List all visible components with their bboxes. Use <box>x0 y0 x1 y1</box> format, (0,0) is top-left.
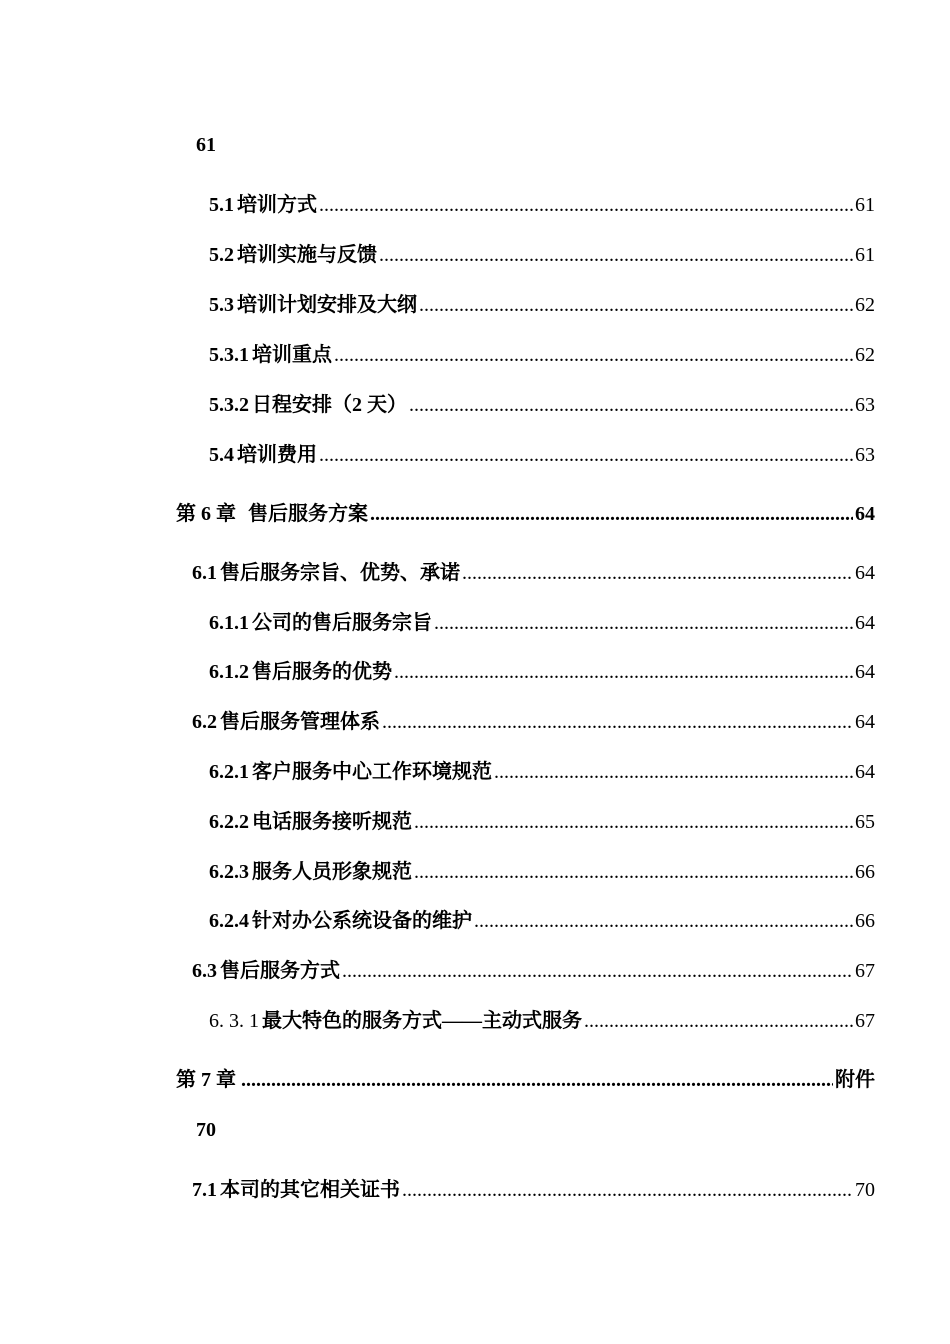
toc-entry-number: 5.3.2 <box>209 394 249 416</box>
toc-entry-page: 63 <box>855 444 875 466</box>
toc-entry-page: 64 <box>855 711 875 733</box>
toc-entry-5-3-2[interactable] <box>209 392 875 418</box>
toc-chapter-label: 售后服务方案 <box>248 503 368 525</box>
toc-entry-number: 6.2.1 <box>209 761 249 783</box>
toc-entry-number: 6.2 <box>192 711 217 733</box>
toc-chapter-page: 附件 <box>835 1069 875 1091</box>
toc-entry-label: 培训实施与反馈 <box>237 244 377 266</box>
toc-leader-dots <box>370 501 853 527</box>
toc-entry-number: 5.1 <box>209 194 234 216</box>
toc-entry-label: 日程安排（2 天） <box>252 394 407 416</box>
toc-entry-number: 6.3 <box>192 960 217 982</box>
toc-entry-5-3-1[interactable] <box>209 342 875 368</box>
toc-entry-page: 66 <box>855 861 875 883</box>
toc-entry-number: 5.2 <box>209 244 234 266</box>
toc-entry-page: 61 <box>855 244 875 266</box>
toc-entry-label: 售后服务宗旨、优势、承诺 <box>220 562 460 584</box>
toc-entry-6-1-1[interactable] <box>209 610 875 636</box>
toc-entry-6-2-4[interactable] <box>209 908 875 934</box>
toc-entry-page: 67 <box>855 960 875 982</box>
toc-leader-dots <box>379 242 853 268</box>
toc-entry-page: 62 <box>855 344 875 366</box>
toc-leader-dots <box>342 958 853 984</box>
toc-entry-label: 培训方式 <box>237 194 317 216</box>
toc-entry-page: 64 <box>855 612 875 634</box>
toc-entry-page: 64 <box>855 761 875 783</box>
toc-entry-page: 70 <box>855 1179 875 1201</box>
toc-continuation-page: 61 <box>196 134 216 156</box>
toc-entry-number: 6.1 <box>192 562 217 584</box>
toc-leader-dots <box>409 392 853 418</box>
toc-entry-page: 66 <box>855 910 875 932</box>
toc-entry-5-3[interactable] <box>209 292 875 318</box>
toc-entry-5-4[interactable] <box>209 442 875 468</box>
toc-continuation-page: 70 <box>196 1119 216 1141</box>
toc-entry-number: 6.2.3 <box>209 861 249 883</box>
toc-entry-page: 61 <box>855 194 875 216</box>
toc-entry-number: 6.1.1 <box>209 612 249 634</box>
toc-entry-6-2-1[interactable] <box>209 759 875 785</box>
toc-entry-label: 客户服务中心工作环境规范 <box>252 761 492 783</box>
toc-entry-7-1[interactable] <box>192 1177 875 1203</box>
toc-entry-6-3[interactable] <box>192 958 875 984</box>
toc-entry-number: 7.1 <box>192 1179 217 1201</box>
toc-leader-dots <box>474 908 853 934</box>
toc-leader-dots <box>419 292 853 318</box>
toc-entry-6-2-3[interactable] <box>209 859 875 885</box>
toc-entry-label: 公司的售后服务宗旨 <box>252 612 432 634</box>
toc-entry-label: 培训费用 <box>237 444 317 466</box>
toc-entry-label: 售后服务方式 <box>220 960 340 982</box>
toc-leader-dots <box>319 192 853 218</box>
toc-entry-6-2[interactable] <box>192 709 875 735</box>
toc-chapter-7[interactable] <box>176 1067 875 1093</box>
toc-entry-6-1[interactable] <box>192 560 875 586</box>
toc-leader-dots <box>241 1067 833 1093</box>
toc-entry-label: 最大特色的服务方式——主动式服务 <box>262 1010 582 1032</box>
toc-chapter-number: 第 6 章 <box>176 503 236 525</box>
toc-chapter-page: 64 <box>855 503 875 525</box>
toc-entry-page: 64 <box>855 562 875 584</box>
toc-entry-label: 电话服务接听规范 <box>252 811 412 833</box>
toc-entry-number: 5.4 <box>209 444 234 466</box>
toc-chapter-number: 第 7 章 <box>176 1069 236 1091</box>
toc-leader-dots <box>334 342 853 368</box>
toc-leader-dots <box>402 1177 853 1203</box>
toc-entry-page: 63 <box>855 394 875 416</box>
toc-entry-page: 62 <box>855 294 875 316</box>
toc-leader-dots <box>434 610 853 636</box>
toc-entry-number: 6.2.2 <box>209 811 249 833</box>
toc-chapter-6[interactable] <box>176 501 875 527</box>
toc-entry-label: 售后服务管理体系 <box>220 711 380 733</box>
toc-entry-5-2[interactable] <box>209 242 875 268</box>
toc-leader-dots <box>584 1008 853 1034</box>
toc-leader-dots <box>462 560 853 586</box>
toc-leader-dots <box>382 709 853 735</box>
toc-entry-6-3-1[interactable] <box>209 1008 875 1034</box>
toc-entry-label: 服务人员形象规范 <box>252 861 412 883</box>
toc-entry-page: 67 <box>855 1010 875 1032</box>
toc-entry-page: 65 <box>855 811 875 833</box>
toc-entry-label: 培训重点 <box>252 344 332 366</box>
toc-leader-dots <box>494 759 853 785</box>
toc-entry-number: 5.3 <box>209 294 234 316</box>
toc-entry-6-2-2[interactable] <box>209 809 875 835</box>
toc-entry-5-1[interactable] <box>209 192 875 218</box>
toc-entry-label: 本司的其它相关证书 <box>220 1179 400 1201</box>
toc-entry-number: 6.2.4 <box>209 910 249 932</box>
toc-entry-number: 5.3.1 <box>209 344 249 366</box>
toc-entry-label: 售后服务的优势 <box>252 661 392 683</box>
toc-entry-label: 针对办公系统设备的维护 <box>252 910 472 932</box>
toc-leader-dots <box>414 809 853 835</box>
toc-entry-number: 6.1.2 <box>209 661 249 683</box>
toc-leader-dots <box>319 442 853 468</box>
toc-entry-page: 64 <box>855 661 875 683</box>
toc-entry-label: 培训计划安排及大纲 <box>237 294 417 316</box>
toc-entry-number: 6. 3. 1 <box>209 1010 259 1032</box>
toc-entry-6-1-2[interactable] <box>209 659 875 685</box>
toc-leader-dots <box>394 659 853 685</box>
toc-leader-dots <box>414 859 853 885</box>
